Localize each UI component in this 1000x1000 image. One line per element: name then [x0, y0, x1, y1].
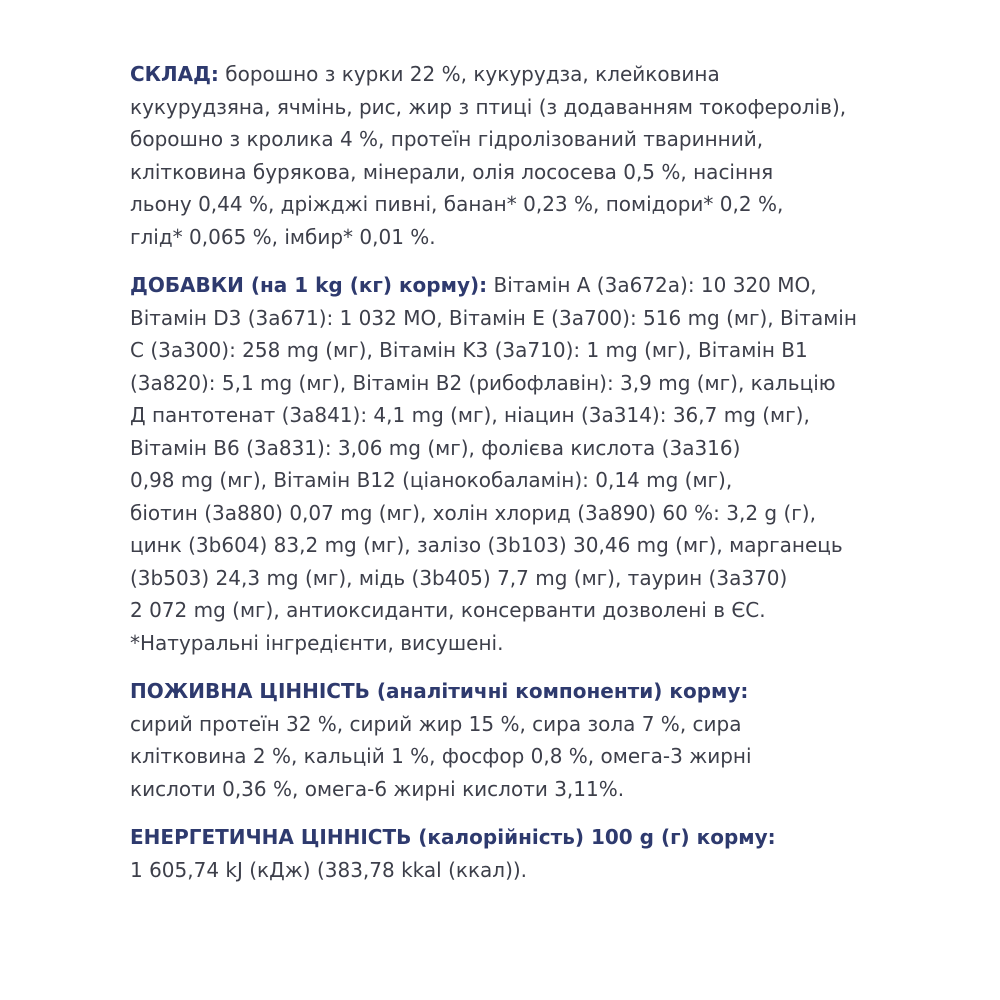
additives-text: Вітамін A (3a672a): 10 320 МО, Вітамін D3 (3a671): 1 032 МО, Вітамін E (3a700): 516 mg (мг), Вітамін C (3a300): 258 mg (мг), Вітамін K3 (3a710): 1 mg (мг), Вітамін B1 (3a820): 5,1 mg (мг), Вітамін B2 (рибофлавін): 3,9 mg (мг), кальцію Д пантотенат (3a841): 4,1 mg (мг), ніацин (3a314): 36,7 mg (мг), Вітамін B6 (3a831): 3,06 mg (мг), фолієва кислота (3a316) 0,98 mg (мг), Вітамін B12 (ціанокобаламін): 0,14 mg (мг), біотин (3a880) 0,07 mg (мг), холін хлорид (3a890) 60 %: 3,2 g (г), цинк (3b604) 83,2 mg (мг), залізо (3b103) 30,46 mg (мг), марганець (3b503) 24,3 mg (мг), мідь (3b405) 7,7 mg (мг), таурин (3a370) 2 072 mg (мг), антиоксиданти, консерванти дозволені в ЄС. *Натуральні інгредієнти, висушені.: [130, 273, 857, 655]
label-document: [130, 58, 950, 902]
energy-text: 1 605,74 kJ (кДж) (383,78 kkal (ккал)).: [130, 857, 528, 882]
composition-text: борошно з курки 22 %, кукурудза, клейковина кукурудзяна, ячмінь, рис, жир з птиці (з додаванням токоферолів), борошно з кролика 4 %, протеїн гідролізований тваринний, клітковина бурякова, мінерали, олія лососева 0,5 %, насіння льону 0,44 %, дріжджі пивні, банан* 0,23 %, помідори* 0,2 %, глід* 0,065 %, імбир* 0,01 %.: [130, 62, 847, 249]
nutrition-section: [130, 675, 950, 805]
nutrition-text: сирий протеїн 32 %, сирий жир 15 %, сира зола 7 %, сира клітковина 2 %, кальцій 1 %, фосфор 0,8 %, омега-3 жирні кислоти 0,36 %, омега-6 жирні кислоти 3,11%.: [130, 711, 752, 801]
energy-section: [130, 821, 950, 886]
additives-heading: ДОБАВКИ (на 1 kg (кг) корму):: [130, 273, 488, 297]
composition-heading: СКЛАД:: [130, 62, 219, 86]
energy-heading: ЕНЕРГЕТИЧНА ЦІННІСТЬ (калорійність) 100 g (г) корму:: [130, 825, 776, 849]
nutrition-heading: ПОЖИВНА ЦІННІСТЬ (аналітичні компоненти) корму:: [130, 679, 749, 703]
composition-section: [130, 58, 950, 253]
additives-section: [130, 269, 950, 659]
